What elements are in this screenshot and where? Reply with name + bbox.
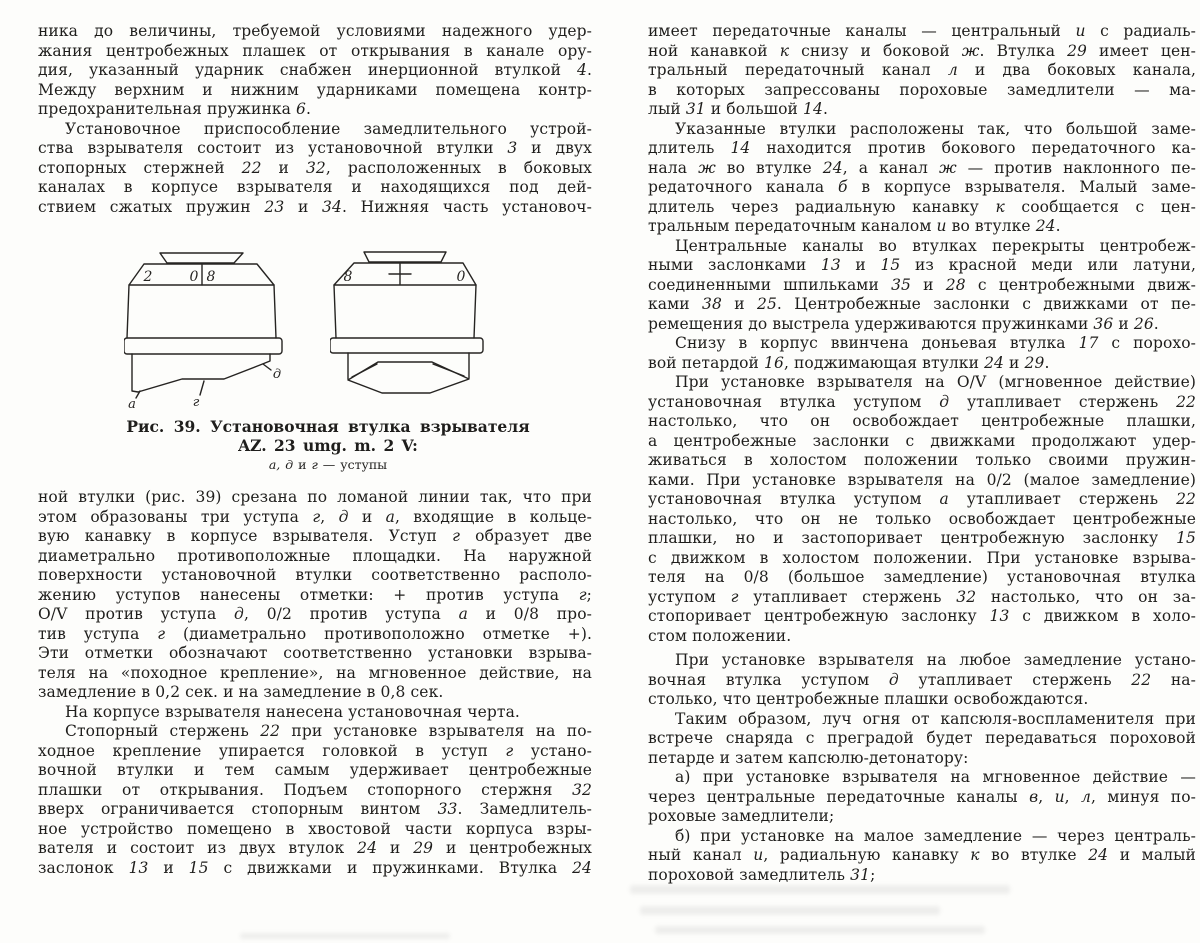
bleed-through-artifact xyxy=(655,926,985,934)
ledge-label-d: д xyxy=(272,367,282,382)
bleed-through-artifact xyxy=(240,933,450,939)
text-line: ной втулки (рис. 39) срезана по ломаной линии так, что при xyxy=(38,488,592,506)
text-line: Установочное приспособление замедлительного устрой- xyxy=(65,119,592,138)
text-line: дия, указанный ударник снабжен инерционной втулкой 4. xyxy=(38,61,592,79)
text-line: длитель через радиальную канавку к сообщается с цен- xyxy=(648,197,1196,216)
text-line: соединенными шпильками 35 и 28 с центробежными движ- xyxy=(648,275,1196,294)
text-line: диаметрально противоположные площадки. На наружной xyxy=(38,546,592,565)
text-line: в которых запрессованы пороховые замедлители — ма- xyxy=(648,80,1196,99)
text-line: а центробежные заслонки с движками продолжают удер- xyxy=(648,431,1196,450)
text-line: ника до величины, требуемой условиями надежного удер- xyxy=(38,22,592,40)
text-line: установочная втулка уступом д утапливает стержень 22 xyxy=(648,392,1196,411)
text-line: нала ж во втулке 24, а канал ж — против наклонного пе- xyxy=(648,158,1197,177)
text-line: вой петардой 16, поджимающая втулки 24 и 29. xyxy=(648,353,1050,372)
text-line: длитель 14 находится против бокового передаточного ка- xyxy=(648,139,1196,157)
text-line: Центральные каналы во втулках перекрыты центробеж- xyxy=(675,236,1196,255)
text-line: ремещения до выстрела удерживаются пружинками 36 и 26. xyxy=(648,314,1159,333)
text-line: теля на 0/8 (большое замедление) установочная втулка xyxy=(648,568,1196,586)
text-line: тральным передаточным каналом и во втулке 24. xyxy=(648,217,1061,235)
sleeve-flange xyxy=(124,338,282,354)
setting-mark-0: 0 xyxy=(189,269,199,285)
text-line: вую канавку в корпусе взрывателя. Уступ г образует две xyxy=(38,527,592,545)
text-line: петарде и затем капсюлю-детонатору: xyxy=(648,748,969,767)
text-line: замедление в 0,2 сек. и на замедление в 0,8 сек. xyxy=(38,683,444,701)
text-line: жению уступов нанесены отметки: + против уступа г; xyxy=(38,585,592,604)
text-line: стом положении. xyxy=(648,626,792,645)
text-line: ной канавкой к снизу и боковой ж. Втулка 29 имеет цен- xyxy=(648,41,1196,60)
text-line: редаточного канала б в корпусе взрывателя. Малый заме- xyxy=(648,178,1196,196)
text-line: вателя и состоит из двух втулок 24 и 29 и центробежных xyxy=(38,839,592,857)
text-line: ствием сжатых пружин 23 и 34. Нижняя часть установоч- xyxy=(38,197,592,216)
text-line: плашки от открывания. Подъем стопорного стержня 32 xyxy=(38,780,592,799)
text-line: ства взрывателя состоит из установочной втулки 3 и двух xyxy=(38,139,592,157)
text-line: установочная втулка уступом а утапливает стержень 22 xyxy=(648,490,1196,508)
sleeve-knob xyxy=(160,253,243,263)
figure-caption xyxy=(38,417,592,473)
figure-caption-legend: а, д и г — уступы xyxy=(268,457,388,472)
skirt-inner-diagonal-right xyxy=(433,364,464,376)
text-line: ками 38 и 25. Центробежные заслонки с движками от пе- xyxy=(648,295,1196,313)
sleeve-skirt-cut-outline xyxy=(132,354,270,392)
text-line: поверхности установочной втулки соответственно располо- xyxy=(38,566,592,584)
right-column xyxy=(648,22,1196,885)
text-line: живаться в холостом положении только своими пружин- xyxy=(648,451,1196,469)
left-text-top xyxy=(38,22,592,217)
text-line: На корпусе взрывателя нанесена установочная черта. xyxy=(65,702,520,721)
text-line: стопорных стержней 22 и 32, расположенных в боковых xyxy=(38,158,592,177)
left-text-bottom xyxy=(38,488,592,878)
sleeve-body-right-edge xyxy=(474,285,476,338)
text-line: При установке взрывателя на любое замедление устано- xyxy=(675,651,1196,669)
text-line: ходное крепление упирается головкой в уступ г устано- xyxy=(38,741,593,760)
text-line: каналах в корпусе взрывателя и находящихся под дей- xyxy=(38,178,592,196)
setting-mark-8: 8 xyxy=(206,269,216,285)
text-line: тральный передаточный канал л и два боковых канала, xyxy=(648,61,1196,79)
text-line: теля на «походное крепление», на мгновенное действие, на xyxy=(38,663,592,682)
text-line: ный канал и, радиальную канавку к во втулке 24 и малый xyxy=(648,846,1196,864)
sleeve-body-left-edge xyxy=(334,285,336,338)
text-line: ное устройство помещено в хвостовой части корпуса взры- xyxy=(38,819,592,838)
text-line: уступом г утапливает стержень 32 настолько, что он за- xyxy=(648,587,1196,606)
text-line: пороховой замедлитель 31; xyxy=(648,865,876,884)
text-line: с движком в холостом положении. При установке взрыва- xyxy=(648,548,1196,567)
sleeve-flange xyxy=(330,338,483,353)
sleeve-body-right-edge xyxy=(274,285,276,338)
figure-39 xyxy=(38,243,592,413)
sleeve-body-left-edge xyxy=(127,285,129,338)
text-line: столько, что центробежные плашки освобождаются. xyxy=(648,690,1089,708)
leader-line-d xyxy=(263,364,271,370)
text-line: имеет передаточные каналы — центральный и с радиаль- xyxy=(648,22,1197,40)
setting-mark-8: 8 xyxy=(343,269,353,285)
text-line: вочной втулки и тем самым удерживает центробежные xyxy=(38,761,592,779)
text-line: б) при установке на малое замедление — через централь- xyxy=(675,826,1196,845)
text-line: а) при установке взрывателя на мгновенное действие — xyxy=(675,768,1196,786)
text-line: вверх ограничивается стопорным винтом 33. Замедлитель- xyxy=(38,800,592,818)
setting-mark-0: 0 xyxy=(456,269,466,285)
text-line: Между верхним и нижним ударниками помещена контр- xyxy=(38,80,592,99)
sleeve-skirt-hexagon xyxy=(348,362,469,393)
setting-sleeve-drawing-side-a xyxy=(124,243,294,413)
sleeve-knob xyxy=(364,252,446,262)
text-line: через центральные передаточные каналы в, и, л, минуя по- xyxy=(648,787,1196,806)
ledge-label-a: а xyxy=(128,397,136,412)
text-line: этом образованы три уступа г, д и а, входящие в кольце- xyxy=(38,507,592,526)
text-line: настолько, что он не только освобождает центробежные xyxy=(648,509,1196,528)
text-line: вочная втулка уступом д утапливает стержень 22 на- xyxy=(648,670,1196,689)
leader-line-g xyxy=(200,381,204,395)
text-line: ными заслонками 13 и 15 из красной меди или латуни, xyxy=(648,256,1196,274)
text-line: Стопорный стержень 22 при установке взрывателя на по- xyxy=(65,722,592,740)
text-line: Снизу в корпус ввинчена доньевая втулка 17 с порохо- xyxy=(675,334,1197,352)
text-line: ками. При установке взрывателя на 0/2 (малое замедление) xyxy=(648,470,1196,489)
bleed-through-artifact xyxy=(630,885,1010,894)
text-line: предохранительная пружинка 6. xyxy=(38,100,312,118)
text-line: встрече снаряда с преградой будет передаваться пороховой xyxy=(648,729,1196,747)
text-line: заслонок 13 и 15 с движками и пружинками. Втулка 24 xyxy=(38,858,592,877)
text-line: стопоривает центробежную заслонку 13 с движком в холо- xyxy=(648,607,1196,625)
setting-mark-2: 2 xyxy=(143,269,153,285)
text-line: настолько, что он освобождает центробежные плашки, xyxy=(648,412,1196,430)
figure-caption-subtitle: AZ. 23 umg. m. 2 V: xyxy=(238,436,418,455)
text-line: Таким образом, луч огня от капсюля-воспламенителя при xyxy=(675,709,1196,728)
text-line: плашки, но и застопоривает центробежную заслонку 15 xyxy=(648,529,1196,547)
text-line: лый 31 и большой 14. xyxy=(648,100,828,118)
figure-caption-title: Рис. 39. Установочная втулка взрывателя xyxy=(126,417,530,436)
text-line: тив уступа г (диаметрально противоположно отметке +). xyxy=(38,624,592,643)
text-line: При установке взрывателя на O/V (мгновенное действие) xyxy=(675,373,1196,391)
bleed-through-artifact xyxy=(640,906,940,915)
text-line: жания центробежных плашек от открывания в канале ору- xyxy=(38,41,592,60)
skirt-inner-diagonal-left xyxy=(352,364,377,377)
setting-sleeve-drawing-side-b xyxy=(330,243,490,413)
text-line: Эти отметки обозначают соответственно установки взрыва- xyxy=(38,644,592,662)
text-line: Указанные втулки расположены так, что большой заме- xyxy=(675,119,1196,138)
left-column xyxy=(38,22,592,878)
text-line: роховые замедлители; xyxy=(648,807,835,825)
text-line: O/V против уступа д, 0/2 против уступа а и 0/8 про- xyxy=(38,605,592,623)
ledge-label-g: г xyxy=(192,395,200,410)
